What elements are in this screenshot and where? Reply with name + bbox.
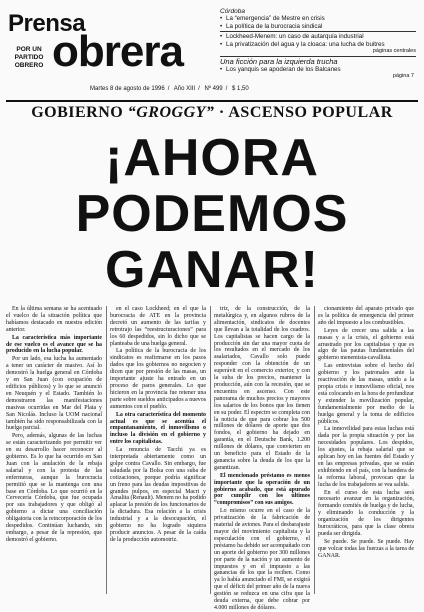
party-slogan — [8, 46, 50, 70]
index-item-label: La política de la burocracia sindical — [226, 22, 323, 30]
issue-number: Nº 499 — [204, 86, 223, 92]
column-divider — [314, 306, 315, 594]
issue-date: Martes 8 de agosto de 1996 — [90, 86, 165, 92]
index-pages-note: páginas centrales — [372, 48, 416, 55]
index-page-ref: página 7 — [392, 72, 414, 79]
article-paragraph: En la última semana se ha acentuado el vuelco de la situación política que habíamos destacado en nuestra edición anterior. — [6, 306, 102, 333]
article-paragraph: en el caso Lockheed; en el que la burocracia de ATE en la provincia decretó un aumento de las tarifas y retrotrajo las “reestructuraciones” para los 60 despedidos, sin lo dicho que se planteaba de una huelga general. — [110, 306, 206, 347]
column-divider — [106, 306, 107, 594]
article-paragraph: Se puede. Se puede. Se puede. Hay que volcar todas las fuerzas a la tarea de GANAR. — [318, 538, 414, 559]
kicker-part: GOBIERNO — [31, 104, 124, 121]
index-item-label: Lockheed-Menem: un caso de autarquía industrial — [226, 33, 364, 41]
article-body — [6, 306, 418, 611]
index-divider — [220, 31, 416, 32]
column-divider — [210, 306, 211, 594]
bullet-icon: • — [220, 33, 223, 41]
headline-line: ¡AHORA — [105, 129, 319, 187]
newspaper-logo — [6, 12, 218, 88]
kicker-part: · ASCENSO POPULAR — [218, 104, 393, 121]
headline-line: GANAR! — [105, 241, 319, 299]
kicker-part: “GROGGY” — [127, 104, 215, 121]
index-item-label: La privatización del agua y la cloaca: una lucha de buitres — [226, 40, 385, 48]
article-column — [214, 306, 310, 611]
headline-line: PODEMOS — [75, 185, 349, 243]
article-column — [110, 306, 206, 594]
index-item — [220, 15, 416, 22]
index-section-city: Córdoba — [220, 8, 245, 15]
article-paragraph: Por un lado, esa lucha ha aumentado a tener un carácter de masivo. Así lo demostró la huelga general en Córdoba y en San Juan (con ocupación de edificios públicos) y lo que se anunció en Neuquén y el Estado. También lo demostraron las manifestaciones masivas ocurridas en Mar del Plata y San Nicolás. Incluso la UOM nacional también ha sido responsabilizada con la huelga parcial. — [6, 356, 102, 432]
article-column — [6, 306, 102, 594]
article-column — [318, 306, 414, 594]
article-paragraph: La política de la burocracia de los sindicatos es reafirmarse en los pasos dados que los gobiernos no negocien y dicen que por presión de las masas, un importante ajuste ha entrado en un proceso de paros generales. Lo que hicieron en la provincia fue retener una parte sobre sueldos anticipados a nuevos aumentos con el pueblo. — [110, 348, 206, 410]
headline-kicker — [6, 104, 418, 122]
issue-year: Año XIII — [173, 86, 196, 92]
index-item-label: La “emergencia” de Mestre en crisis — [226, 15, 325, 23]
article-paragraph: La otra característica del momento actual es que se acentúa el empantanamiento, el inmovilismo o incluso la división en el gobierno y entre los capitalistas. — [110, 411, 206, 446]
article-paragraph: La característica más importante de ese vuelco es el avance que se ha producido en la lucha popular. — [6, 334, 102, 355]
newspaper-front-page — [6, 6, 418, 611]
masthead — [6, 6, 418, 98]
bullet-icon: • — [220, 22, 223, 30]
index-item — [220, 33, 416, 40]
party-slogan-line: POR UN — [16, 46, 42, 53]
bullet-icon: • — [220, 40, 223, 48]
index-item — [220, 41, 416, 48]
logo-word-obrera: obrera — [52, 27, 183, 76]
index-tagline: Una ficción para la izquierda trucha — [220, 57, 338, 67]
issue-price: $ 1,50 — [231, 86, 249, 92]
article-paragraph: Las entrevistas sobre el hecho del gobierno y los patronales ante la reactivación de las masas, unido a la propia crisis e inmovilismo oficial, nos está colocando en la hora de profundizar y extender la movilización popular, fundamentalmente por medio de la huelga general y la toma de edificios públicos. — [318, 363, 414, 425]
article-paragraph: En el curso de esta lucha será necesario avanzar en la organización, formando comités de huelga y de lucha, y eliminando la conducción y la organización de los dirigentes burocráticos, para que la clase obrera pueda ser dirigida. — [318, 489, 414, 537]
article-paragraph: Leyes de crecer una salida a las masas y a la crisis, el gobierno está arrastrado por los capitalistas y que es algo de las pautas fundamentales del gobierno menemista-cavallista. — [318, 327, 414, 362]
article-paragraph: Lo mismo ocurre en el caso de la privatización de la fabricación de material de aviones. Para el desbarajuste mayor del movimiento capitalista y la especulación con el gobierno, el préstamo ha debido ser acompañado con un aporte del gobierno por 300 millones por parte de la nación y un aumento de impuestos y en el impuesto a las ganancias de los que la reciben. Como ya lo había anunciado el FMI, se exigirá que el déficit del primer año de la nueva gestión se reduzca en una cifra que la deuda externa, que debe cobrar por 4.000 millones de dólares. — [214, 508, 310, 611]
index-item-label: Los yanquis se apoderan de los Balcanes — [226, 65, 341, 73]
masthead-rule — [6, 100, 418, 102]
party-slogan-line: PARTIDO — [14, 54, 44, 61]
article-paragraph: Pero, además, algunas de las luchas se están caracterizando por permitir ver en su desarrollo hacer reconocer al gobierno. Es lo que ha ocurrido en San Juan con la anulación de la rebaja salarial y con la protesta de las enfermeras, aunque la burocracia permitió que se la mantenga con una base en Córdoba. Lo que ocurrió en la Cervecería Córdoba, que fue ocupada por sus trabajadores y que obligó al gobierno a dictar una conciliación obligatoria con la reincorporación de los despedidos. Continúan luchando, sin embargo, a pesar de la represión, que demostró el gobierno. — [6, 433, 102, 543]
party-slogan-line: OBRERO — [14, 62, 44, 69]
contents-index — [220, 8, 416, 82]
index-item — [220, 23, 416, 30]
article-paragraph: triz, de la construcción, de la metalúrgica y, en algunos rubros de la alimentación, sindicatos de docentes que llevan a la totalidad de los cuadros. Los capitalistas se hacen cargo de la producción sin dar una mayor cuota de los resultados en el mercado de los asalariados, Cavallo solo puede responder con la obtención de un superávit en el comercio exterior, y con la suba de los precios, mantener la producción, aún con la recesión, que se encuentra en ascenso. Con este panorama de muchos precios y mayores los salarios de los bonos que los tienen en su poder. El espectro se completa con la noticia de que para cobrar los 500 millones de dólares de aporte que dos fondos, el gobierno ha dejado en garantía, en el Deutsche Bank, 1.200 millones de dólares, que convierten en un beneficio para el Estado de la ganancia sobre la deuda de los que la garantizan. — [214, 306, 310, 471]
article-paragraph: El mencionado préstamo es menos importante que la operación de un gobierno acabado, que está apurado por cumplir con los últimos “compromisos” con sus amigos. — [214, 472, 310, 507]
issue-info: Martes 8 de agosto de 1996 / Año XIII / Nº 499 / $ 1,50 — [90, 86, 249, 92]
bullet-icon: • — [220, 15, 223, 23]
article-paragraph: La inmovilidad para estas luchas está dada por la propia situación y por las necesidades populares. Los despidos, los ajustes, la rebaja salarial que se aplican hoy en las fuentes del Estado y en las empresas privadas, que se están exhibiendo en el país, con la bandera de la reforma laboral, provocan que la lucha de los trabajadores se vea salida. — [318, 426, 414, 488]
bullet-icon: • — [220, 65, 223, 73]
logo-word-prensa: Prensa — [8, 10, 86, 37]
main-headline — [6, 130, 418, 298]
index-item — [220, 66, 416, 73]
article-paragraph: cionamiento del aparato privado que es la política de emergencia del primer año del impuesto a los combustibles. — [318, 306, 414, 326]
article-paragraph: La renuncia de Tacchi ya es interpretada abiertamente como un golpe contra Cavallo. Sin embargo, fue saludada por la Bolsa con una suba de cotizaciones, porque podría significar un freno para las deudas impositivas de grandes pulpos, en especial Macri y Amalita (Renault). Menem no ha podido aplacar la presión de los funcionarios de la dictadura. Esa relación a la crisis industrial y a la desocupación, el gobierno no ha logrado siquiera producir anuncios. A pesar de la caída de la producción automotriz. — [110, 447, 206, 543]
